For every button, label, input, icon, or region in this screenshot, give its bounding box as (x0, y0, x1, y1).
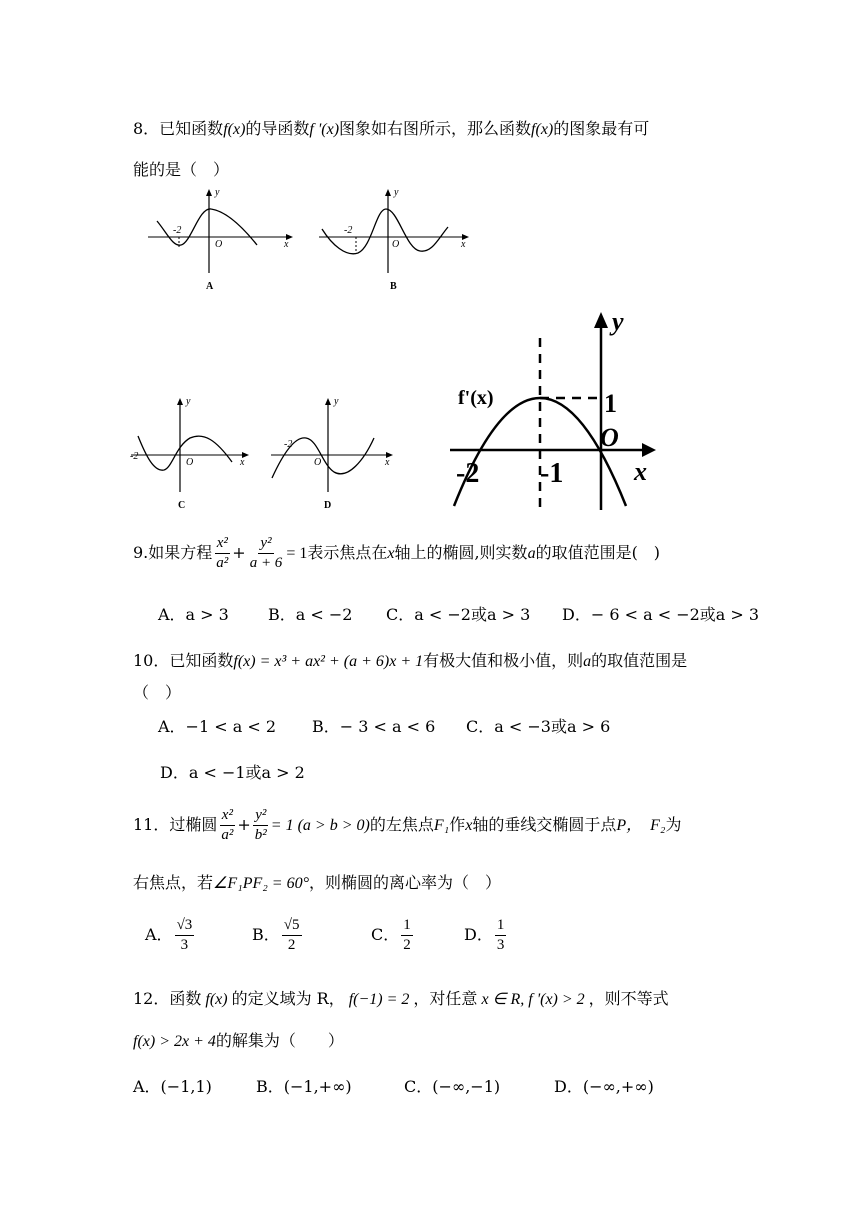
q12-text-a: 的定义域为 R， (231, 989, 345, 1008)
graph-c-neg2: -2 (130, 451, 139, 462)
q8-fx-2: f(x) (531, 121, 554, 138)
q12-ineq: f(x) > 2x + 4 (133, 1033, 216, 1050)
q8-text-d: 的图象最有可 (553, 119, 650, 138)
q9-num2: y² (258, 534, 273, 554)
q12-cond2: x ∈ R, f '(x) > 2 (481, 991, 585, 1008)
q8-fpx: f '(x) (309, 121, 340, 138)
q10-option-a[interactable]: A．−1 < a < 2 (158, 717, 277, 736)
q12-option-b[interactable]: B．(−1,+∞) (256, 1077, 352, 1096)
q11-suffix-a: 的左焦点 (369, 815, 434, 834)
graph-d-neg2: -2 (284, 439, 293, 450)
q9-option-c[interactable]: C．a < −2或a > 3 (386, 605, 531, 624)
q11-den1: a² (221, 827, 234, 843)
q11-option-a[interactable] (145, 916, 196, 955)
q8-line1 (133, 116, 649, 139)
q11-opt-d-den: 3 (496, 937, 505, 953)
q8-text-c: 图象如右图所示，那么函数 (339, 119, 532, 138)
q11-f2: F₂ (650, 817, 666, 834)
graph-d-label: D (324, 500, 332, 511)
q10-line2 (133, 680, 181, 703)
q11-p: P， (616, 817, 643, 834)
graph-c-label: C (178, 500, 186, 511)
deriv-x-label: x (634, 457, 647, 486)
q11-opt-b-label: B． (252, 925, 280, 944)
graph-b-neg2: -2 (344, 225, 353, 236)
q11-num1: x² (220, 806, 235, 826)
q12-text-c: ，则不等式 (588, 989, 669, 1008)
q12-line2 (133, 1028, 344, 1051)
graph-b-x: x (461, 239, 466, 250)
q10-paren: （ ） (133, 683, 182, 702)
graph-a-y: y (215, 187, 220, 198)
q11-opt-c-den: 2 (403, 937, 411, 953)
graph-a-label: A (206, 281, 214, 292)
q9-line1: 9.如果方程 $\frac{\text{x²}}{\text{a²}}$ + $\frac{\text{y²}}{a + 6}$ = 1表示焦点在x轴上的椭圆,则实数a的取值范围是( ) (133, 535, 661, 571)
q8-fx: f(x) (223, 121, 246, 138)
graph-a-o: O (215, 239, 223, 250)
q10-option-c[interactable]: C．a < −3或a > 6 (466, 717, 611, 736)
graph-d-y: y (334, 396, 339, 407)
q12-fx: f(x) (205, 991, 228, 1008)
q11-opt-c-frac (401, 916, 413, 955)
graph-b (316, 185, 486, 295)
graph-c-y: y (186, 396, 191, 407)
q9-option-d[interactable]: D．− 6 < a < −2或a > 3 (562, 605, 760, 624)
deriv-y-label: y (612, 308, 624, 336)
q11-opt-c-label: C． (371, 925, 400, 944)
graph-a-x: x (284, 239, 289, 250)
q9-num1: x² (215, 534, 230, 554)
graph-c-x: x (240, 457, 245, 468)
q11-opt-b-num: √5 (282, 916, 302, 936)
q8-text-b: 的导函数 (245, 119, 310, 138)
q12-cond1: f(−1) = 2 (348, 991, 410, 1008)
q12-text-d: 的解集为（ ） (215, 1031, 344, 1050)
q11-opt-b-den: 2 (287, 937, 296, 953)
q11-frac2 (253, 806, 269, 845)
q11-f1: F₁ (433, 817, 450, 834)
q9-option-a[interactable]: A．a > 3 (158, 605, 229, 624)
graph-c-o: O (186, 457, 194, 468)
q11-option-c[interactable] (371, 916, 415, 955)
q10-prefix: 10．已知函数 (133, 651, 234, 670)
q11-opt-a-num: √3 (175, 916, 195, 936)
q11-prefix: 11．过椭圆 (133, 815, 218, 834)
q10-a: a (583, 653, 592, 670)
graph-b-y: y (394, 187, 399, 198)
q11-line2 (133, 870, 501, 893)
q8-line2-text: 能的是（ ） (133, 160, 230, 179)
q12-text-b: ，对任意 (413, 989, 478, 1008)
q11-line1: 11．过椭圆 $\frac{\text{x²}}{\text{a²}}$ + $\frac{\text{y²}}{\text{b²}}$ = 1 (a > b > 0)的左焦点F₁作x轴的垂线交椭圆于点P， F₂为 (133, 807, 682, 843)
q11-cond: = 1 (a > b > 0) (270, 817, 370, 834)
q9-den1: a² (216, 555, 229, 571)
q11-suffix-d: 为 (665, 815, 682, 834)
derivative-graph (448, 308, 660, 518)
q11-angle: ∠F₁PF₂ = 60° (213, 875, 309, 892)
q9-x: x (387, 545, 395, 562)
deriv-o-label: O (600, 423, 619, 452)
q11-opt-d-label: D． (464, 925, 493, 944)
graph-d-x: x (385, 457, 390, 468)
q11-option-b[interactable] (252, 916, 304, 955)
q9-suffix-c: 的取值范围是( ) (535, 543, 661, 562)
q11-frac1 (219, 806, 235, 845)
q12-line1 (133, 986, 669, 1009)
q11-opt-d-frac (495, 916, 507, 955)
graph-b-o: O (392, 239, 400, 250)
q10-option-b[interactable]: B．− 3 < a < 6 (312, 717, 436, 736)
graph-d-o: O (314, 457, 322, 468)
q12-option-a[interactable]: A．(−1,1) (133, 1077, 212, 1096)
q9-a: a (527, 545, 536, 562)
q10-suffix-a: 有极大值和极小值，则 (423, 651, 584, 670)
q11-line2-b: ，则椭圆的离心率为（ ） (309, 873, 502, 892)
q11-suffix-b: 作 (449, 815, 466, 834)
q10-option-d[interactable]: D．a < −1或a > 2 (160, 763, 305, 782)
q10-func: f(x) = x³ + ax² + (a + 6)x + 1 (233, 653, 424, 670)
graph-b-label: B (390, 281, 397, 292)
q9-den2: a + 6 (249, 555, 283, 571)
q11-num2: y² (253, 806, 268, 826)
q12-option-c[interactable]: C．(−∞,−1) (404, 1077, 501, 1096)
q8-text-a: 8．已知函数 (133, 119, 224, 138)
graph-c (128, 390, 258, 515)
q10-suffix-b: 的取值范围是 (591, 651, 688, 670)
q11-opt-b-frac (282, 916, 302, 955)
q9-suffix-a: 表示焦点在 (307, 543, 388, 562)
q11-den2: b² (254, 827, 267, 843)
q11-suffix-c: 轴的垂线交椭圆于点 (472, 815, 617, 834)
q8-line2 (133, 157, 229, 180)
q9-frac1 (214, 534, 230, 573)
q11-opt-a-frac (175, 916, 195, 955)
deriv-fprime-label: f'(x) (458, 387, 494, 409)
graph-a (145, 185, 305, 295)
graph-d (268, 390, 403, 515)
q9-prefix: 9.如果方程 (133, 543, 213, 562)
q11-opt-d-num: 1 (495, 916, 507, 936)
q11-opt-a-den: 3 (180, 937, 189, 953)
deriv-one-label: 1 (604, 389, 617, 418)
q12-prefix: 12．函数 (133, 989, 202, 1008)
q9-suffix-b: 轴上的椭圆,则实数 (394, 543, 528, 562)
q9-option-b[interactable]: B．a < −2 (268, 605, 353, 624)
q11-line2-a: 右焦点，若 (133, 873, 214, 892)
q11-opt-a-label: A． (145, 925, 173, 944)
graph-a-neg2: -2 (173, 225, 182, 236)
deriv-neg2-label: -2 (456, 458, 480, 489)
q11-option-d[interactable] (464, 916, 508, 955)
deriv-neg1-label: -1 (540, 458, 564, 489)
q11-x: x (465, 817, 473, 834)
q10-line1 (133, 648, 687, 671)
q11-opt-c-num: 1 (401, 916, 413, 936)
q9-eq: = 1 (286, 545, 308, 562)
q12-option-d[interactable]: D．(−∞,+∞) (554, 1077, 654, 1096)
q9-frac2 (248, 534, 285, 573)
